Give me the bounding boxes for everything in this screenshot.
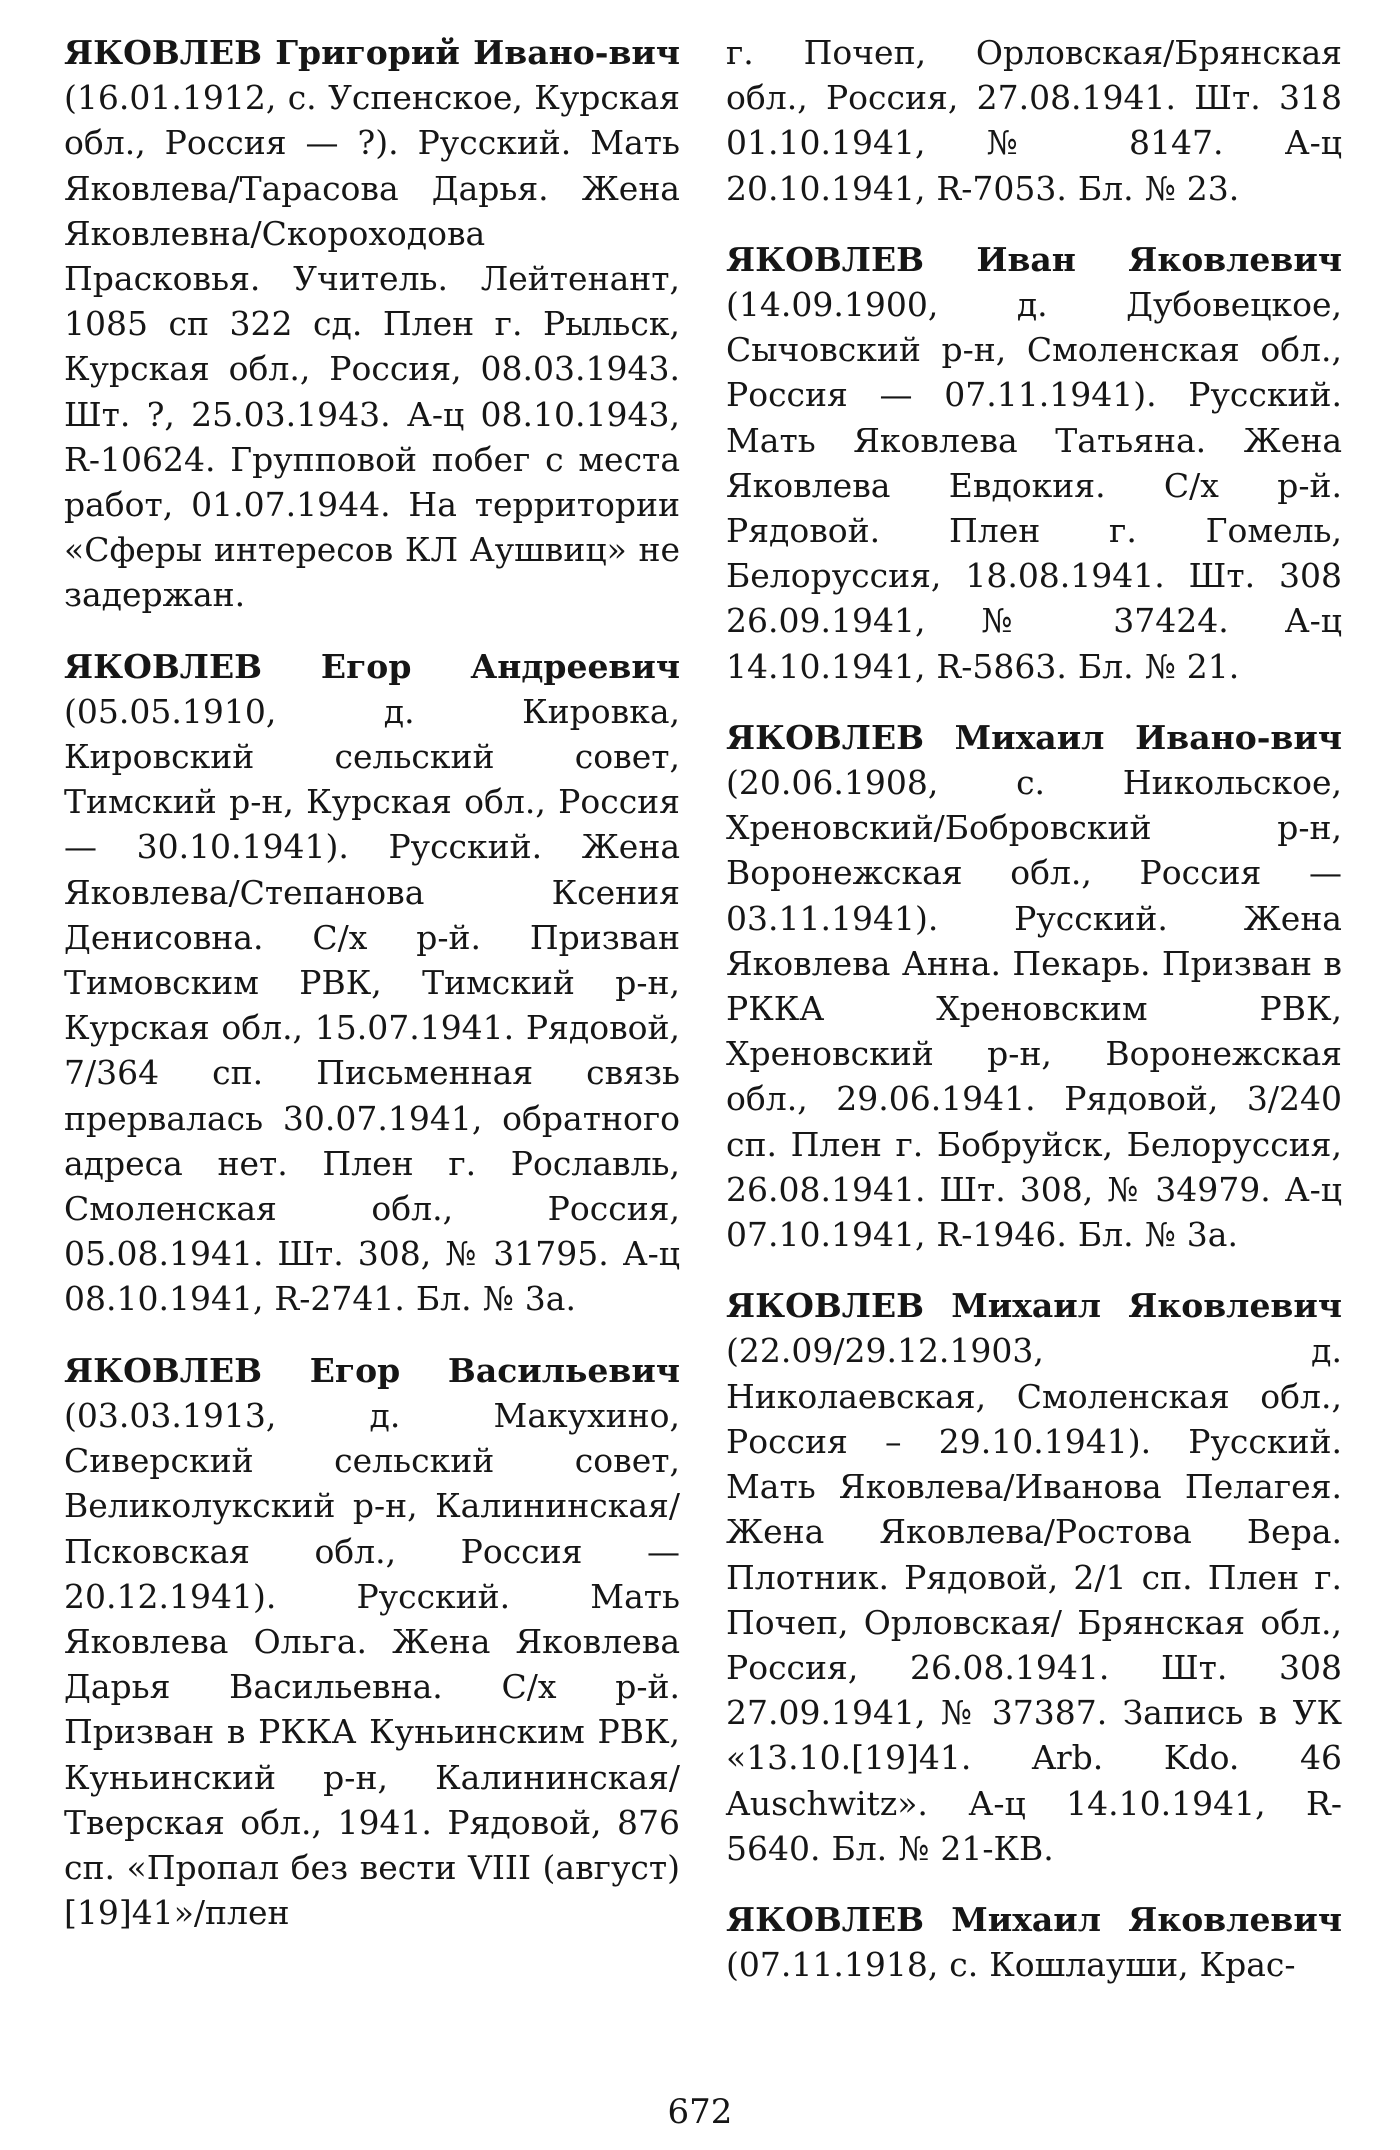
entry-name: ЯКОВЛЕВ Михаил Ивано-вич <box>726 717 1342 757</box>
entry-text: (22.09/29.12.1903, д. Николаевская, Смоленская обл., Россия – 29.10.1941). Русский. Мать Яковлева/Иванова Пелагея. Жена Яковлева/Ростова Вера. Плотник. Рядовой, 2/1 сп. Плен г. Почеп, Орловская/ Брянская обл., Россия, 26.08.1941. Шт. 308 27.09.1941, № 37387. Запись в УК «13.10.[19]41. Arb. Kdo. 46 Auschwitz». А-ц 14.10.1941, R-5640. Бл. № 21-КВ. <box>726 1331 1342 1868</box>
entry-yakovlev-grigoriy <box>64 30 680 618</box>
entry-yakovlev-egor-andreevich <box>64 644 680 1322</box>
entry-name: ЯКОВЛЕВ Егор Васильевич <box>64 1350 680 1390</box>
entry-text: (14.09.1900, д. Дубовецкое, Сычовский р-н, Смоленская обл., Россия — 07.11.1941). Русский. Мать Яковлева Татьяна. Жена Яковлева Евдокия. С/х р-й. Рядовой. Плен г. Гомель, Белоруссия, 18.08.1941. Шт. 308 26.09.1941, № 37424. А-ц 14.10.1941, R-5863. Бл. № 21. <box>726 285 1342 686</box>
entry-name: ЯКОВЛЕВ Михаил Яковлевич <box>726 1286 1342 1326</box>
entry-text: (16.01.1912, с. Успенское, Курская обл., Россия — ?). Русский. Мать Яковлева/Тарасова Дарья. Жена Яковлевна/Скороходова Прасковья. Учитель. Лейтенант, 1085 сп 322 сд. Плен г. Рыльск, Курская обл., Россия, 08.03.1943. Шт. ?, 25.03.1943. А-ц 08.10.1943, R-10624. Групповой побег с места работ, 01.07.1944. На территории «Сферы интересов КЛ Аушвиц» не задержан. <box>64 78 680 615</box>
entry-text: (07.11.1918, с. Кошлауши, Крас- <box>726 1945 1296 1985</box>
entry-name: ЯКОВЛЕВ Михаил Яковлевич <box>726 1899 1342 1939</box>
left-column <box>64 30 680 1961</box>
entry-name: ЯКОВЛЕВ Григорий Ивано-вич <box>64 33 680 72</box>
entry-yakovlev-mikhail-yakovlevich-1903 <box>726 1283 1342 1871</box>
entry-text: (05.05.1910, д. Кировка, Кировский сельский совет, Тимский р-н, Курская обл., Россия — 30.10.1941). Русский. Жена Яковлева/Степанова Ксения Денисовна. С/х р-й. Призван Тимовским РВК, Тимский р-н, Курская обл., 15.07.1941. Рядовой, 7/364 сп. Письменная связь прервалась 30.07.1941, обратного адреса нет. Плен г. Рославль, Смоленская обл., Россия, 05.08.1941. Шт. 308, № 31795. А-ц 08.10.1941, R-2741. Бл. № 3а. <box>64 691 680 1319</box>
entry-yakovlev-mikhail-yakovlevich-1918 <box>726 1897 1342 1987</box>
entry-text: г. Почеп, Орловская/Брянская обл., Россия, 27.08.1941. Шт. 318 01.10.1941, № 8147. А-ц 20.10.1941, R-7053. Бл. № 23. <box>726 33 1342 208</box>
entry-yakovlev-egor-vasilievich <box>64 1348 680 1936</box>
entry-text: (20.06.1908, с. Никольское, Хреновский/Бобровский р-н, Воронежская обл., Россия — 03.11.1941). Русский. Жена Яковлева Анна. Пекарь. Призван в РККА Хреновским РВК, Хреновский р-н, Воронежская обл., 29.06.1941. Рядовой, 3/240 сп. Плен г. Бобруйск, Белоруссия, 26.08.1941. Шт. 308, № 34979. А-ц 07.10.1941, R-1946. Бл. № 3а. <box>726 763 1342 1255</box>
page-number: 672 <box>667 2092 733 2132</box>
entry-name: ЯКОВЛЕВ Иван Яковлевич <box>726 239 1342 279</box>
entry-text: (03.03.1913, д. Макухино, Сиверский сельский совет, Великолукский р-н, Калининская/Псковская обл., Россия — 20.12.1941). Русский. Мать Яковлева Ольга. Жена Яковлева Дарья Васильевна. С/х р-й. Призван в РККА Куньинским РВК, Куньинский р-н, Калининская/Тверская обл., 1941. Рядовой, 876 сп. «Пропал без вести VIII (август) [19]41»/плен <box>64 1395 680 1933</box>
entry-name: ЯКОВЛЕВ Егор Андреевич <box>64 646 680 686</box>
entry-yakovlev-mikhail-ivanovich <box>726 715 1342 1257</box>
entry-yakovlev-ivan-yakovlevich <box>726 237 1342 689</box>
right-column <box>726 30 1342 2013</box>
entry-continuation <box>726 30 1342 211</box>
